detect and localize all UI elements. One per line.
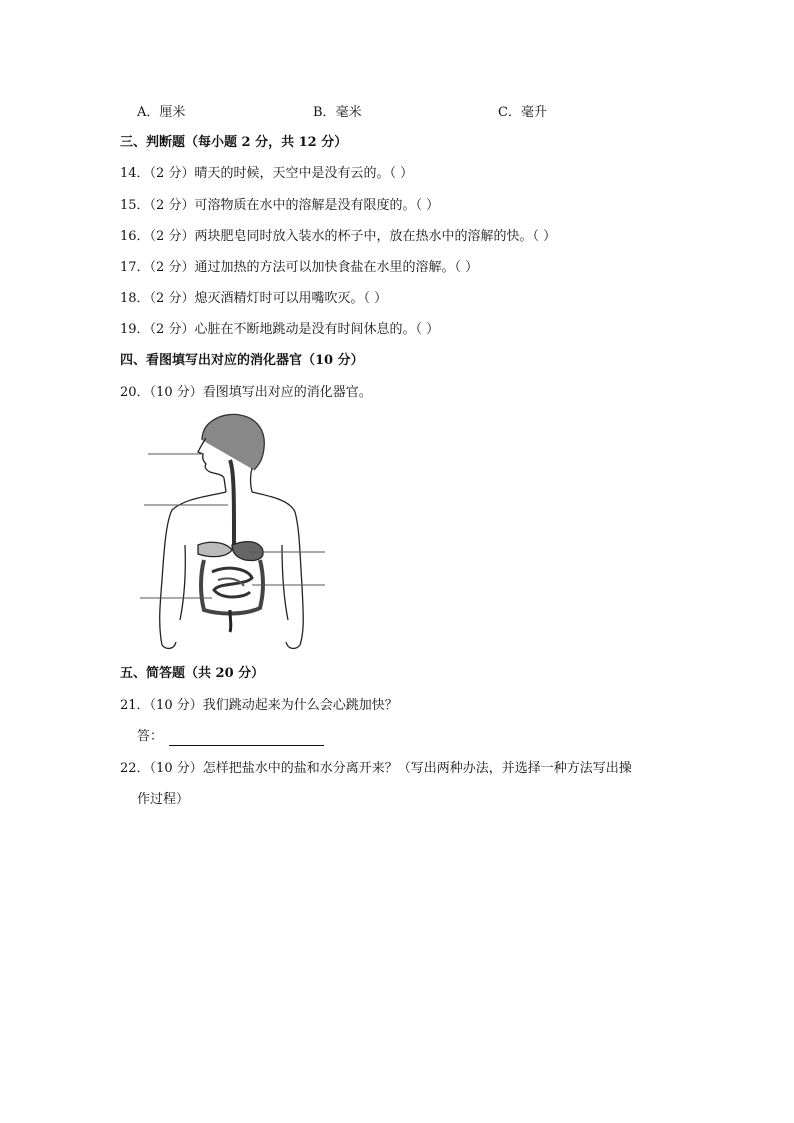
section5-title: 五、简答题（共 20 分） [120, 666, 265, 681]
question-16: 16．（2 分）两块肥皂同时放入装水的杯子中，放在热水中的溶解的快。（ ） [120, 229, 557, 244]
answer-blank-line[interactable] [169, 731, 324, 746]
question-19: 19．（2 分）心脏在不断地跳动是没有时间休息的。（ ） [120, 322, 440, 337]
question-15: 15．（2 分）可溶物质在水中的溶解是没有限度的。（ ） [120, 198, 440, 213]
section3-title: 三、判断题（每小题 2 分，共 12 分） [120, 135, 348, 150]
question-20: 20．（10 分）看图填写出对应的消化器官。 [120, 385, 372, 400]
option-a [137, 104, 185, 122]
question-14: 14．（2 分）晴天的时候，天空中是没有云的。（ ） [120, 166, 414, 181]
option-c [498, 104, 547, 122]
option-b-text: 毫米 [335, 105, 362, 120]
option-a-letter: A． [137, 105, 160, 120]
answer-row [137, 728, 324, 746]
option-b [313, 104, 362, 122]
digestive-system-figure [140, 410, 340, 655]
question-22-line2: 作过程） [137, 792, 190, 807]
option-c-text: 毫升 [520, 105, 547, 120]
question-18: 18．（2 分）熄灭酒精灯时可以用嘴吹灭。（ ） [120, 291, 388, 306]
answer-label: 答： [137, 729, 164, 744]
question-17: 17．（2 分）通过加热的方法可以加快食盐在水里的溶解。（ ） [120, 260, 479, 275]
option-a-text: 厘米 [159, 105, 186, 120]
option-c-letter: C． [498, 105, 521, 120]
option-b-letter: B． [313, 105, 336, 120]
question-22-line1: 22．（10 分）怎样把盐水中的盐和水分离开来？（写出两种办法，并选择一种方法写出操 [120, 761, 632, 776]
question-21: 21．（10 分）我们跳动起来为什么会心跳加快？ [120, 698, 398, 713]
section4-title: 四、看图填写出对应的消化器官（10 分） [120, 353, 364, 368]
